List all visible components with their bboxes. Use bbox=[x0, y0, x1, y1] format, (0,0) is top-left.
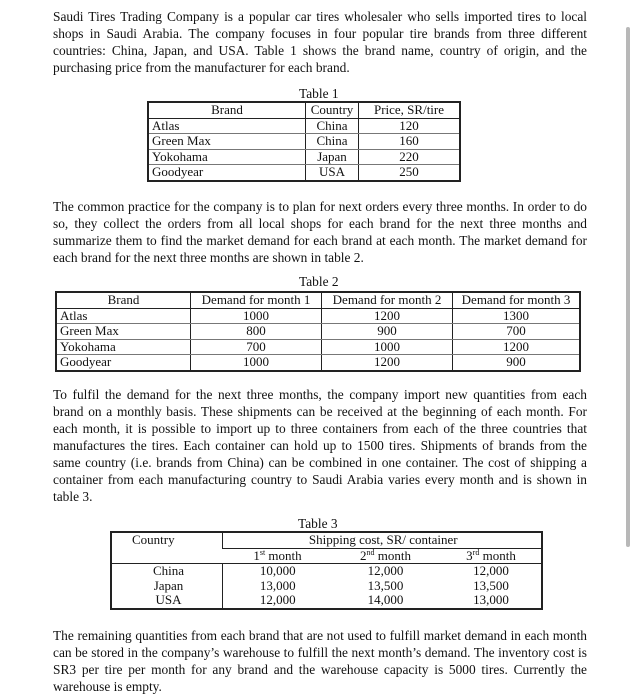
table-row bbox=[111, 564, 542, 579]
demand-cell: 1200 bbox=[453, 339, 581, 355]
table3-header-month2: 2nd month bbox=[330, 548, 439, 564]
brand-cell: Goodyear bbox=[152, 164, 204, 179]
table-row bbox=[111, 593, 542, 609]
price-cell: 220 bbox=[359, 149, 461, 165]
demand-cell: 900 bbox=[322, 324, 453, 340]
country-cell: China bbox=[306, 118, 359, 134]
demand-cell: 900 bbox=[453, 355, 581, 371]
cost-cell: 13,500 bbox=[367, 577, 404, 593]
table-row bbox=[148, 165, 460, 181]
brand-cell: Atlas bbox=[56, 308, 191, 324]
demand-cell: 1000 bbox=[191, 355, 322, 371]
country-cell: USA bbox=[306, 165, 359, 181]
table-row bbox=[148, 134, 460, 150]
table-row bbox=[111, 579, 542, 594]
country-cell: Japan bbox=[306, 149, 359, 165]
cost-cell: 14,000 bbox=[367, 592, 404, 607]
paragraph-shipping: To fulfil the demand for the next three months, the company import new quantities from each brand on a monthly basis. These shipments can be received at the beginning of each month. For each month, it is possible to import up to three containers from each of the three countries that manufactures the tires. Each container can hold up to 1500 tires. Shipments of brands from the same country (i.e. brands from China) can be combined in one container. The cost of shipping a container from each manufacturing country to Saudi Arabia varies every month and is shown in table 3. bbox=[53, 387, 587, 504]
table1-header-price: Price, SR/tire bbox=[359, 102, 461, 118]
demand-cell: 800 bbox=[191, 324, 322, 340]
brand-cell: Green Max bbox=[148, 134, 306, 150]
cost-cell: 12,000 bbox=[367, 563, 404, 578]
brand-cell: Green Max bbox=[56, 324, 191, 340]
cost-cell: 10,000 bbox=[223, 564, 330, 579]
brand-cell: Yokohama bbox=[56, 339, 191, 355]
table-row bbox=[56, 308, 580, 324]
brand-cell: Yokohama bbox=[148, 149, 306, 165]
demand-cell: 700 bbox=[191, 339, 322, 355]
demand-cell: 1200 bbox=[322, 308, 453, 324]
brand-cell: Atlas bbox=[148, 118, 306, 134]
table3-header-shipping-cost: Shipping cost, SR/ container bbox=[223, 532, 542, 548]
price-cell: 160 bbox=[359, 134, 461, 150]
table3-header-month3: 3rd month bbox=[439, 548, 542, 564]
table1-header-country: Country bbox=[306, 102, 359, 118]
demand-table bbox=[55, 291, 581, 372]
table-row bbox=[56, 324, 580, 340]
cost-cell: 12,000 bbox=[473, 563, 509, 578]
shipping-cost-table bbox=[110, 531, 543, 610]
table-row bbox=[56, 355, 580, 371]
table2-caption: Table 2 bbox=[299, 274, 339, 289]
price-cell: 120 bbox=[359, 118, 461, 134]
cost-cell: 13,500 bbox=[473, 577, 509, 593]
table-row bbox=[148, 149, 460, 165]
table-row bbox=[148, 118, 460, 134]
country-cell: China bbox=[306, 134, 359, 150]
brand-table bbox=[147, 101, 461, 182]
table2-header-brand: Brand bbox=[56, 292, 191, 308]
vertical-scrollbar[interactable] bbox=[626, 27, 630, 547]
paragraph-intro: Saudi Tires Trading Company is a popular car tires wholesaler who sells imported tires to local shops in Saudi Arabia. The company focuses in four popular tire brands from three different countries: China, Japan, and USA. Table 1 shows the brand name, country of origin, and the purchasing price from the manufacturer for each brand. bbox=[53, 9, 587, 75]
table1-header-brand: Brand bbox=[148, 102, 306, 118]
paragraph-inventory: The remaining quantities from each brand that are not used to fulfill market demand in each month can be stored in the company’s warehouse to fulfill the next month’s demand. The inventory cost is SR3 per tire per month for any brand and the warehouse capacity is 5000 tires. Currently the warehouse is empty. bbox=[53, 628, 587, 694]
table2-header-month3: Demand for month 3 bbox=[453, 292, 581, 308]
country-cell: China bbox=[152, 563, 185, 578]
demand-cell: 1000 bbox=[322, 339, 453, 355]
table3-header-month1: 1st month bbox=[223, 548, 330, 564]
table1-caption: Table 1 bbox=[299, 86, 339, 101]
table2-header-month1: Demand for month 1 bbox=[191, 292, 322, 308]
table3-caption: Table 3 bbox=[298, 516, 338, 531]
table-row bbox=[56, 339, 580, 355]
paragraph-planning: The common practice for the company is to plan for next orders every three months. In order to do so, they collect the orders from all local shops for each brand for the next three months and summarize them to find the market demand for each brand at each month. The market demand for each brand for the next three months are shown in table 2. bbox=[53, 199, 587, 265]
cost-cell: 12,000 bbox=[223, 593, 330, 609]
country-cell: Japan bbox=[153, 577, 184, 593]
cost-cell: 13,000 bbox=[223, 579, 330, 594]
table3-header-country: Country bbox=[111, 532, 223, 564]
demand-cell: 700 bbox=[453, 324, 581, 340]
demand-cell: 1200 bbox=[322, 355, 453, 371]
brand-cell: Goodyear bbox=[60, 354, 112, 369]
price-cell: 250 bbox=[359, 165, 461, 181]
country-cell: USA bbox=[155, 592, 182, 607]
demand-cell: 1000 bbox=[191, 308, 322, 324]
demand-cell: 1300 bbox=[453, 308, 581, 324]
cost-cell: 13,000 bbox=[473, 592, 509, 607]
table2-header-month2: Demand for month 2 bbox=[322, 292, 453, 308]
